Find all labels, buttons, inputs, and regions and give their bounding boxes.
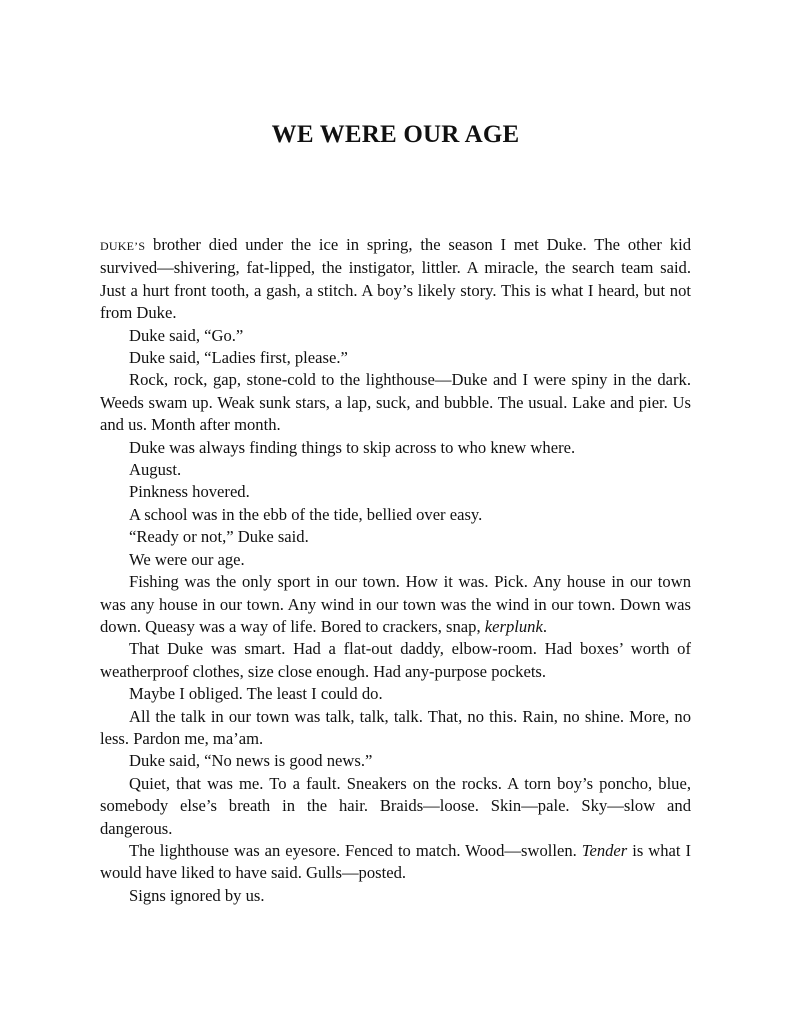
paragraph: All the talk in our town was talk, talk, talk. That, no this. Rain, no shine. More, no less. Pardon me, ma’am. [100,706,691,748]
lead-in-word: DUKE’S [100,239,146,253]
paragraph: Duke said, “Go.” [129,325,244,345]
story-body [100,234,691,907]
paragraph: Duke was always finding things to skip across to who knew where. [129,437,576,457]
paragraph: We were our age. [129,549,245,569]
paragraph: “Ready or not,” Duke said. [129,527,309,547]
paragraph: That Duke was smart. Had a flat-out daddy, elbow-room. Had boxes’ worth of weatherproof clothes, size close enough. Had any-purpose pockets. [100,639,691,681]
paragraph: Quiet, that was me. To a fault. Sneakers on the rocks. A torn boy’s poncho, blue, somebody else’s breath in the hair. Braids—loose. Skin—pale. Sky—slow and dangerous. [100,773,691,838]
paragraph: August. [129,460,182,480]
paragraph: Pinkness hovered. [129,482,250,502]
story-title: WE WERE OUR AGE [271,121,520,148]
italic-word: Tender [581,840,628,860]
paragraph: Rock, rock, gap, stone-cold to the lighthouse—Duke and I were spiny in the dark. Weeds swam up. Weak sunk stars, a lap, suck, and bubble. The usual. Lake and pier. Us and us. Month after month. [100,370,691,435]
paragraph: Signs ignored by us. [129,885,265,905]
paragraph: The lighthouse was an eyesore. Fenced to match. Wood—swollen. Tender is what I would have liked to have said. Gulls—posted. [100,840,692,883]
paragraph: Duke said, “No news is good news.” [129,751,373,771]
italic-word: kerplunk [484,616,543,636]
paragraph: Duke said, “Ladies first, please.” [129,348,348,368]
paragraph: Maybe I obliged. The least I could do. [129,684,383,704]
paragraph: Fishing was the only sport in our town. How it was. Pick. Any house in our town was any house in our town. Any wind in our town was the wind in our town. Down was down. Queasy was a way of life. Bored to crackers, snap, kerplunk. [100,572,691,636]
paragraph: DUKE’S brother died under the ice in spring, the season I met Duke. The other kid survived—shivering, fat-lipped, the instigator, littler. A miracle, the search team said. Just a hurt front tooth, a gash, a stitch. A boy’s likely story. This is what I heard, but not from Duke. [100,235,691,323]
paragraph: A school was in the ebb of the tide, bellied over easy. [129,504,483,524]
